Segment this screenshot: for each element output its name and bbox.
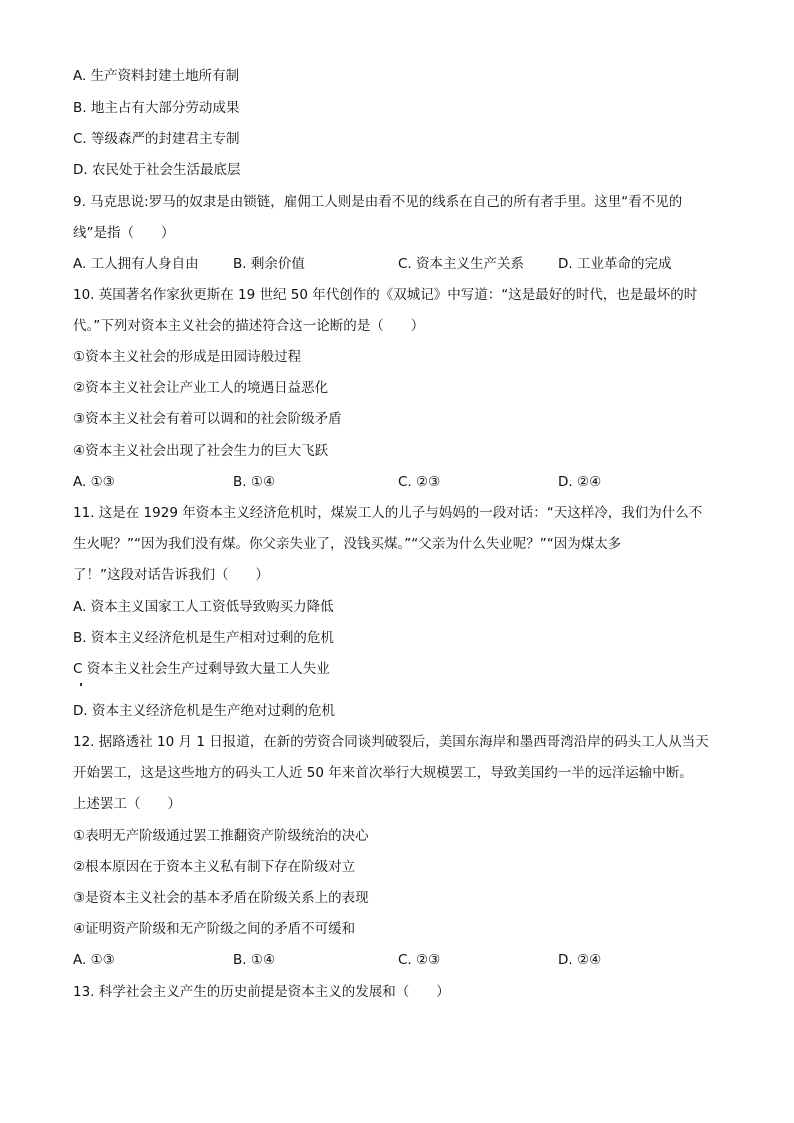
q10-option-d: D. ②④ <box>558 474 602 490</box>
q11-option-b: B. 资本主义经济危机是生产相对过剩的危机 <box>73 630 334 646</box>
q9-option-d: D. 工业革命的完成 <box>558 256 672 272</box>
q10-option-c: C. ②③ <box>398 474 441 490</box>
q9-options <box>73 255 733 273</box>
q8-option-c: C. 等级森严的封建君主专制 <box>73 131 240 147</box>
q12-option-a: A. ①③ <box>73 952 115 968</box>
q12-stem-line2: 开始罢工，这是这些地方的码头工人近 50 年来首次举行大规模罢工，导致美国约一半的远洋运输中断。 <box>73 765 693 781</box>
q8-option-a: A. 生产资料封建土地所有制 <box>73 68 240 84</box>
q12-statement-1: ①表明无产阶级通过罢工推翻资产阶级统治的决心 <box>73 828 369 844</box>
q12-statement-4: ④证明资产阶级和无产阶级之间的矛盾不可缓和 <box>73 921 356 937</box>
q10-statement-4: ④资本主义社会出现了社会生力的巨大飞跃 <box>73 443 329 459</box>
q11-stem-line3: 了！”这段对话告诉我们（ ） <box>73 567 269 583</box>
q12-option-b: B. ①④ <box>233 952 276 968</box>
q12-stem-line3: 上述罢工（ ） <box>73 796 181 812</box>
q11-stem-line1: 11. 这是在 1929 年资本主义经济危机时，煤炭工人的儿子与妈妈的一段对话：“天这样冷，我们为什么不 <box>73 505 703 521</box>
q12-option-d: D. ②④ <box>558 952 602 968</box>
q10-option-b: B. ①④ <box>233 474 276 490</box>
q9-option-a: A. 工人拥有人身自由 <box>73 256 199 272</box>
q9-stem-line2: 线”是指（ ） <box>73 225 175 241</box>
q10-statement-3: ③资本主义社会有着可以调和的社会阶级矛盾 <box>73 411 342 427</box>
q10-stem-line1: 10. 英国著名作家狄更斯在 19 世纪 50 年代创作的《双城记》中写道：“这是最好的时代，也是最坏的时 <box>73 287 698 303</box>
q8-option-d: D. 农民处于社会生活最底层 <box>73 162 241 178</box>
q12-statement-3: ③是资本主义社会的基本矛盾在阶级关系上的表现 <box>73 890 369 906</box>
q10-statement-2: ②资本主义社会让产业工人的境遇日益恶化 <box>73 380 329 396</box>
q11-option-d: D. 资本主义经济危机是生产绝对过剩的危机 <box>73 703 335 719</box>
q9-stem-line1: 9. 马克思说:罗马的奴隶是由锁链，雇佣工人则是由看不见的线系在自己的所有者手里。这里“看不见的 <box>73 194 683 210</box>
q10-statement-1: ①资本主义社会的形成是田园诗般过程 <box>73 349 302 365</box>
q12-option-c: C. ②③ <box>398 952 441 968</box>
q9-option-b: B. 剩余价值 <box>233 256 305 272</box>
stray-mark <box>80 683 82 686</box>
q10-options <box>73 473 733 491</box>
q10-option-a: A. ①③ <box>73 474 115 490</box>
q12-statement-2: ②根本原因在于资本主义私有制下存在阶级对立 <box>73 859 356 875</box>
q12-options <box>73 951 733 969</box>
q8-option-b: B. 地主占有大部分劳动成果 <box>73 100 240 116</box>
q13-stem-line1: 13. 科学社会主义产生的历史前提是资本主义的发展和（ ） <box>73 984 450 1000</box>
q11-option-a: A. 资本主义国家工人工资低导致购买力降低 <box>73 599 334 615</box>
q10-stem-line2: 代。”下列对资本主义社会的描述符合这一论断的是（ ） <box>73 318 425 334</box>
q12-stem-line1: 12. 据路透社 10 月 1 日报道，在新的劳资合同谈判破裂后，美国东海岸和墨西哥湾沿岸的码头工人从当天 <box>73 734 709 750</box>
q9-option-c: C. 资本主义生产关系 <box>398 256 525 272</box>
q11-option-c: C 资本主义社会生产过剩导致大量工人失业 <box>73 661 330 677</box>
q11-stem-line2: 生火呢？”“因为我们没有煤。你父亲失业了，没钱买煤。”“父亲为什么失业呢？”“因为煤太多 <box>73 536 622 552</box>
